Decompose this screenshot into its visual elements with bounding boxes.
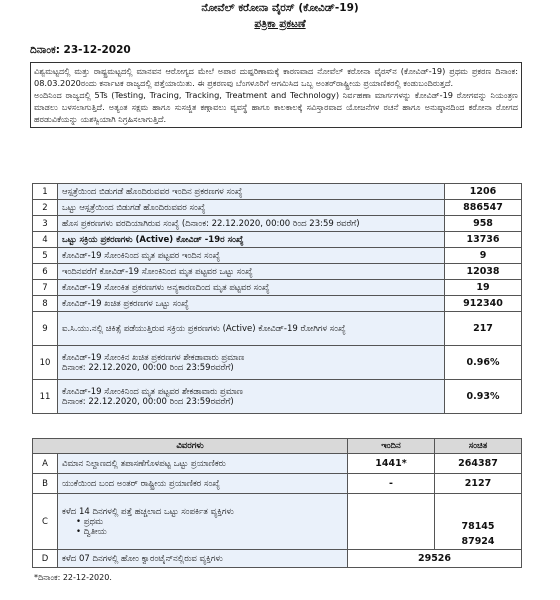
table-row [33,494,522,550]
row-label: ಕೋವಿಡ್-19 ಸೋಂಕಿತ ಪ್ರಕರಣಗಳು ಅನ್ಯಕಾರಣದಿಂದ ಮೃತ ಪಟ್ಟವರ ಸಂಖ್ಯೆ [58,280,445,296]
table-row [33,184,522,200]
row-number: 6 [33,264,58,280]
header-today: ಇಂದಿನ [348,439,435,454]
table-row [33,264,522,280]
row-label: ಒಟ್ಟು ಸಕ್ರಿಯ ಪ್ರಕರಣಗಳು (Active) ಕೋವಿಡ್ -19ರ ಸಂಖ್ಯೆ [58,232,445,248]
cumulative-value: 264387 [435,454,522,474]
row-label: ಕಳೆದ 14 ದಿನಗಳಲ್ಲಿ ಪತ್ತೆ ಹಚ್ಚಲಾದ ಒಟ್ಟು ಸಂಪರ್ಕಿತ ವ್ಯಕ್ತಿಗಳು [62,506,234,517]
row-value: 12038 [445,264,522,280]
table-row [33,312,522,346]
table-row [33,474,522,494]
row-label-date: ದಿನಾಂಕ: 22.12.2020, 00:00 ರಿಂದ 23:59ರವರೆಗೆ) [62,362,234,373]
row-value: 0.93% [445,380,522,414]
row-label: ಒಟ್ಟು ಆಸ್ಪತ್ರೆಯಿಂದ ಬಿಡುಗಡೆ ಹೊಂದಿರುವವರ ಸಂಖ್ಯೆ [58,200,445,216]
statistics-table [32,183,522,414]
cumulative-values [435,494,522,550]
row-label: ಕೋವಿಡ್-19 ಸೋಂಕಿನ ಖಚಿತ ಪ್ರಕರಣಗಳ ಶೇಕಡಾವಾರು ಪ್ರಮಾಣ [62,352,245,363]
row-value: 958 [445,216,522,232]
sub-item-secondary: • ದ್ವಿತೀಯ [76,526,107,537]
row-letter: A [33,454,58,474]
cumulative-value: 2127 [435,474,522,494]
row-value: 217 [445,312,522,346]
sub-item-primary: • ಪ್ರಥಮ [76,516,104,527]
travel-contacts-table [32,438,522,568]
table-row [33,550,522,568]
row-label: ಕೋವಿಡ್-19 ಸೋಂಕಿನಿಂದ ಮೃತ ಪಟ್ಟವರ ಶೇಕಡಾವಾರು ಪ್ರಮಾಣ [62,386,243,397]
today-value: 1441* [348,454,435,474]
table-row [33,200,522,216]
intro-box [30,62,522,128]
row-letter: C [33,494,58,550]
row-value: 886547 [445,200,522,216]
row-label: ಆಸ್ಪತ್ರೆಯಿಂದ ಬಿಡುಗಡೆ ಹೊಂದಿರುವವರ ಇಂದಿನ ಪ್ರಕರಣಗಳ ಸಂಖ್ಯೆ [58,184,445,200]
header-cumulative: ಸಂಚಿತ [435,439,522,454]
row-number: 10 [33,346,58,380]
row-value: 912340 [445,296,522,312]
row-letter: D [33,550,58,568]
table-row [33,296,522,312]
table-row [33,216,522,232]
row-number: 1 [33,184,58,200]
row-label-cell [58,380,445,414]
row-label: ವಿಮಾನ ನಿಲ್ದಾಣದಲ್ಲಿ ತಪಾಸಣೆಗೊಳಪಟ್ಟ ಒಟ್ಟು ಪ್ರಯಾಣಿಕರು [58,454,348,474]
row-value: 0.96% [445,346,522,380]
table-row [33,346,522,380]
primary-contacts-value: 78145 [461,521,495,532]
row-number: 7 [33,280,58,296]
row-number: 2 [33,200,58,216]
intro-paragraph-1: ವಿಶ್ವಮಟ್ಟದಲ್ಲಿ ಮತ್ತು ರಾಷ್ಟ್ರಮಟ್ಟದಲ್ಲಿ ಮಾನವನ ಆರೋಗ್ಯದ ಮೇಲೆ ಅಪಾರ ದುಷ್ಪರಿಣಾಮಕ್ಕೆ ಕಾರಣವಾದ ನೋವೆಲ್ ಕರೋನಾ ವೈರಸ್‌ನ (ಕೋವಿಡ್-19) ಪ್ರಥಮ ಪ್ರಕರಣ ದಿನಾಂಕ: 08.03.2020ರಂದು ಕರ್ನಾಟಕ ರಾಜ್ಯದಲ್ಲಿ ಪತ್ತೆಯಾಯಿತು. ಈ ಪ್ರಕರಣವು ಬೆಂಗಳೂರಿಗೆ ಆಗಮಿಸಿದ ಒಬ್ಬ ಅಂತರ್‌ರಾಷ್ಟ್ರೀಯ ಪ್ರಯಾಣಿಕರಲ್ಲಿ ಕಂಡುಬಂದಿರುತ್ತದೆ. [34,66,518,89]
row-label: ಐ.ಸಿ.ಯು.ನಲ್ಲಿ ಚಿಕಿತ್ಸೆ ಪಡೆಯುತ್ತಿರುವ ಸಕ್ರಿಯ ಪ್ರಕರಣಗಳು (Active) ಕೋವಿಡ್-19 ರೋಗಿಗಳ ಸಂಖ್ಯೆ [58,312,445,346]
row-label: ಇಂದಿನವರೆಗೆ ಕೋವಿಡ್-19 ಸೋಂಕಿನಿಂದ ಮೃತ ಪಟ್ಟವರ ಒಟ್ಟು ಸಂಖ್ಯೆ [58,264,445,280]
row-number: 5 [33,248,58,264]
row-value: 9 [445,248,522,264]
row-number: 11 [33,380,58,414]
row-label-cell [58,494,348,550]
table-row [33,454,522,474]
table-row [33,380,522,414]
row-number: 3 [33,216,58,232]
intro-paragraph-2: ಅಂದಿನಿಂದ ರಾಜ್ಯದಲ್ಲಿ 5Ts (Testing, Tracing, Tracking, Treatment and Technology) ನಿರ್ವಹಣಾ ಮಾರ್ಗಗಳನ್ನು ಕೋವಿಡ್-19 ರೋಗವನ್ನು ನಿಯಂತ್ರಣ ಮಾಡಲು ಬಳಸಲಾಗುತ್ತಿದೆ. ಅತ್ಯಂತ ಸಕ್ಷಮ ಹಾಗೂ ಸುಸಜ್ಜಿತ ಕಣ್ಗಾವಲು ವ್ಯವಸ್ಥೆ ಹಾಗೂ ಕಾಲಕಾಲಕ್ಕೆ ಸವಿಸ್ತಾರವಾದ ಯೋಜನೆಗಳ ರಚನೆ ಹಾಗೂ ಅನುಷ್ಠಾನದಿಂದ ಕರೋನಾ ರೋಗದ ಹರಡುವಿಕೆಯನ್ನು ಯಶಸ್ವಿಯಾಗಿ ನಿಗ್ರಹಿಸಲಾಗುತ್ತಿದೆ. [34,90,518,125]
row-number: 8 [33,296,58,312]
row-label-date: ದಿನಾಂಕ: 22.12.2020, 00:00 ರಿಂದ 23:59ರವರೆಗೆ) [62,396,234,407]
row-label-cell [58,346,445,380]
row-label: ಯುಕೆಯಿಂದ ಬಂದ ಅಂತರ್ ರಾಷ್ಟ್ರೀಯ ಪ್ರಯಾಣಿಕರ ಸಂಖ್ಯೆ [58,474,348,494]
row-value: 13736 [445,232,522,248]
row-label: ಕಳೆದ 07 ದಿನಗಳಲ್ಲಿ ಹೋಂ ಕ್ವಾರಂಟೈನ್‌ನಲ್ಲಿರುವ ವ್ಯಕ್ತಿಗಳು [58,550,348,568]
row-label: ಕೋವಿಡ್-19 ಖಚಿತ ಪ್ರಕರಣಗಳ ಒಟ್ಟು ಸಂಖ್ಯೆ [58,296,445,312]
table-row [33,280,522,296]
row-label: ಹೊಸ ಪ್ರಕರಣಗಳು ವರದಿಯಾಗಿರುವ ಸಂಖ್ಯೆ (ದಿನಾಂಕ: 22.12.2020, 00:00 ರಿಂದ 23:59 ರವರೆಗೆ) [58,216,445,232]
today-value [348,494,435,550]
table-row [33,248,522,264]
release-date: ದಿನಾಂಕ: 23-12-2020 [30,44,131,56]
row-number: 4 [33,232,58,248]
row-number: 9 [33,312,58,346]
quarantine-value: 29526 [348,550,522,568]
header-details: ವಿವರಗಳು [33,439,348,454]
row-value: 19 [445,280,522,296]
row-label: ಕೋವಿಡ್-19 ಸೋಂಕಿನಿಂದ ಮೃತ ಪಟ್ಟವರ ಇಂದಿನ ಸಂಖ್ಯೆ [58,248,445,264]
table-header-row [33,439,522,454]
row-value: 1206 [445,184,522,200]
today-value: - [348,474,435,494]
page-title: ನೋವೆಲ್ ಕರೋನಾ ವೈರಸ್ (ಕೋವಿಡ್-19) [201,2,359,14]
press-release-heading: ಪತ್ರಿಕಾ ಪ್ರಕಟಣೆ [254,18,306,30]
table-row [33,232,522,248]
row-letter: B [33,474,58,494]
footnote: *ದಿನಾಂಕ: 22-12-2020. [34,573,112,582]
secondary-contacts-value: 87924 [461,536,495,547]
